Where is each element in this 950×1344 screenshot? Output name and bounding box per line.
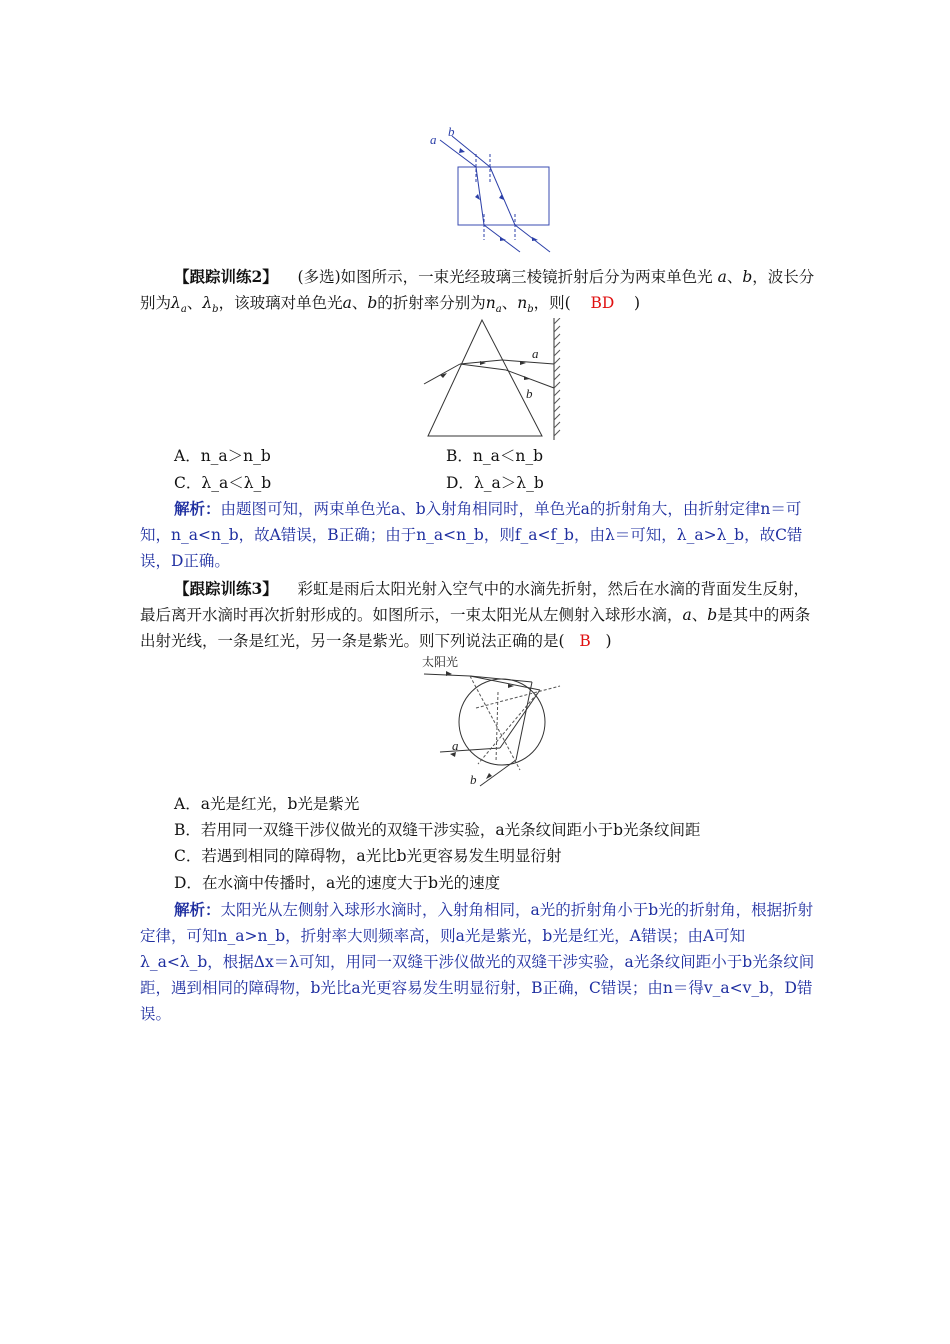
training3-analysis-label: 解析： (174, 900, 221, 919)
raindrop-label-b: b (470, 772, 477, 787)
training3-answer: B (579, 632, 591, 650)
training2-analysis-text: 由题图可知，两束单色光a、b入射角相同时，单色光a的折射角大，由折射定律n＝可知，n_a<n_b，故A错误，B正确；由于n_a<n_b，则f_a<f_b，由λ＝可知，λ_a>λ_b，故C错误，D正确。 (140, 500, 803, 570)
training2-option-c: C．λ_a＜λ_b (174, 474, 272, 492)
training3-option-b: B．若用同一双缝干涉仪做光的双缝干涉实验，a光条纹间距小于b光条纹间距 (174, 821, 701, 839)
training3-analysis (140, 897, 820, 1027)
sunlight-label: 太阳光 (422, 655, 459, 669)
figure1-label-a: a (430, 132, 437, 147)
training2-stem-3: ，该玻璃对单色光 (218, 294, 343, 312)
training2-stem-4: 的折射率分别为 (377, 294, 486, 312)
prism-label-a: a (532, 346, 539, 361)
training2-stem-1: 如图所示，一束光经玻璃三棱镜折射后分为两束单色光 (340, 268, 713, 286)
training3-option-a: A．a光是红光，b光是紫光 (174, 795, 360, 813)
training3-analysis-text: 太阳光从左侧射入球形水滴时，入射角相同，a光的折射角小于b光的折射角，根据折射定律，可知n_a>n_b，折射率大则频率高，则a光是紫光，b光是红光，A错误；由A可知λ_a<λ_b，根据Δx＝λ可知，用同一双缝干涉仪做光的双缝干涉实验，a光条纹间距小于b光条纹间距，遇到相同的障碍物，b光比a光更容易发生明显衍射，B正确，C错误；由n＝得v_a<v_b，D错误。 (140, 901, 815, 1023)
raindrop-figure (420, 652, 570, 790)
training2-stem: 【跟踪训练2】 (多选)如图所示，一束光经玻璃三棱镜折射后分为两束单色光 a、b，波长分别为$\lambda_a$、$\lambda_b$，该玻璃对单色光a、b的折射率分别为$n_a$、$n_b$，则( BD ) (140, 267, 815, 316)
training3-option-d: D．在水滴中传播时，a光的速度大于b光的速度 (174, 874, 501, 892)
training2-tag: 【跟踪训练2】 (174, 267, 278, 286)
option-text: 若遇到相同的障碍物，a光比b光更容易发生明显衍射 (201, 847, 562, 865)
prism-figure (420, 318, 570, 442)
option-text: a光是红光，b光是紫光 (200, 795, 360, 813)
prism-label-b: b (526, 386, 533, 401)
water-drop (459, 679, 545, 765)
raindrop-label-a: a (452, 738, 459, 753)
glass-slab (458, 167, 549, 225)
training2-analysis (140, 496, 820, 574)
option-text: 若用同一双缝干涉仪做光的双缝干涉实验，a光条纹间距小于b光条纹间距 (200, 821, 701, 839)
training2-analysis-label: 解析： (174, 499, 221, 518)
training3-close: ) (605, 632, 612, 650)
option-text: 在水滴中传播时，a光的速度大于b光的速度 (201, 874, 501, 892)
training2-stem-2: 波长分别为 (140, 268, 815, 312)
training3-option-c: C．若遇到相同的障碍物，a光比b光更容易发生明显衍射 (174, 847, 562, 865)
training2-option-b: B．n_a＜n_b (446, 447, 544, 465)
training3-tag: 【跟踪训练3】 (174, 579, 278, 598)
training2-stem-5: ，则( (533, 294, 571, 312)
training2-type: (多选) (297, 268, 341, 286)
training2-answer: BD (590, 294, 615, 312)
training3-stem-1: 彩虹是雨后太阳光射入空气中的水滴先折射，然后在水滴的背面发生反射，最后离开水滴时再次折射形成的。如图所示，一束太阳光从左侧射入球形水滴， (140, 580, 810, 624)
training3-stem: 【跟踪训练3】 彩虹是雨后太阳光射入空气中的水滴先折射，然后在水滴的背面发生反射，最后离开水滴时再次折射形成的。如图所示，一束太阳光从左侧射入球形水滴，a、b是其中的两条出射光线，一条是红光，另一条是紫光。则下列说法正确的是( B ) (140, 579, 811, 650)
training3-stem-2: 是其中的两条出射光线，一条是红光，另一条是紫光。则下列说法正确的是( (140, 606, 811, 650)
training2-option-d: D．λ_a＞λ_b (446, 474, 544, 492)
slab-refraction-figure (420, 122, 560, 257)
option-text: λ_a＜λ_b (201, 474, 272, 492)
figure1-label-b: b (448, 124, 455, 139)
option-text: λ_a＞λ_b (473, 474, 544, 492)
training2-option-a: A．n_a＞n_b (174, 447, 271, 465)
option-text: n_a＜n_b (472, 447, 544, 465)
option-text: n_a＞n_b (200, 447, 271, 465)
training2-close: ) (633, 294, 641, 312)
